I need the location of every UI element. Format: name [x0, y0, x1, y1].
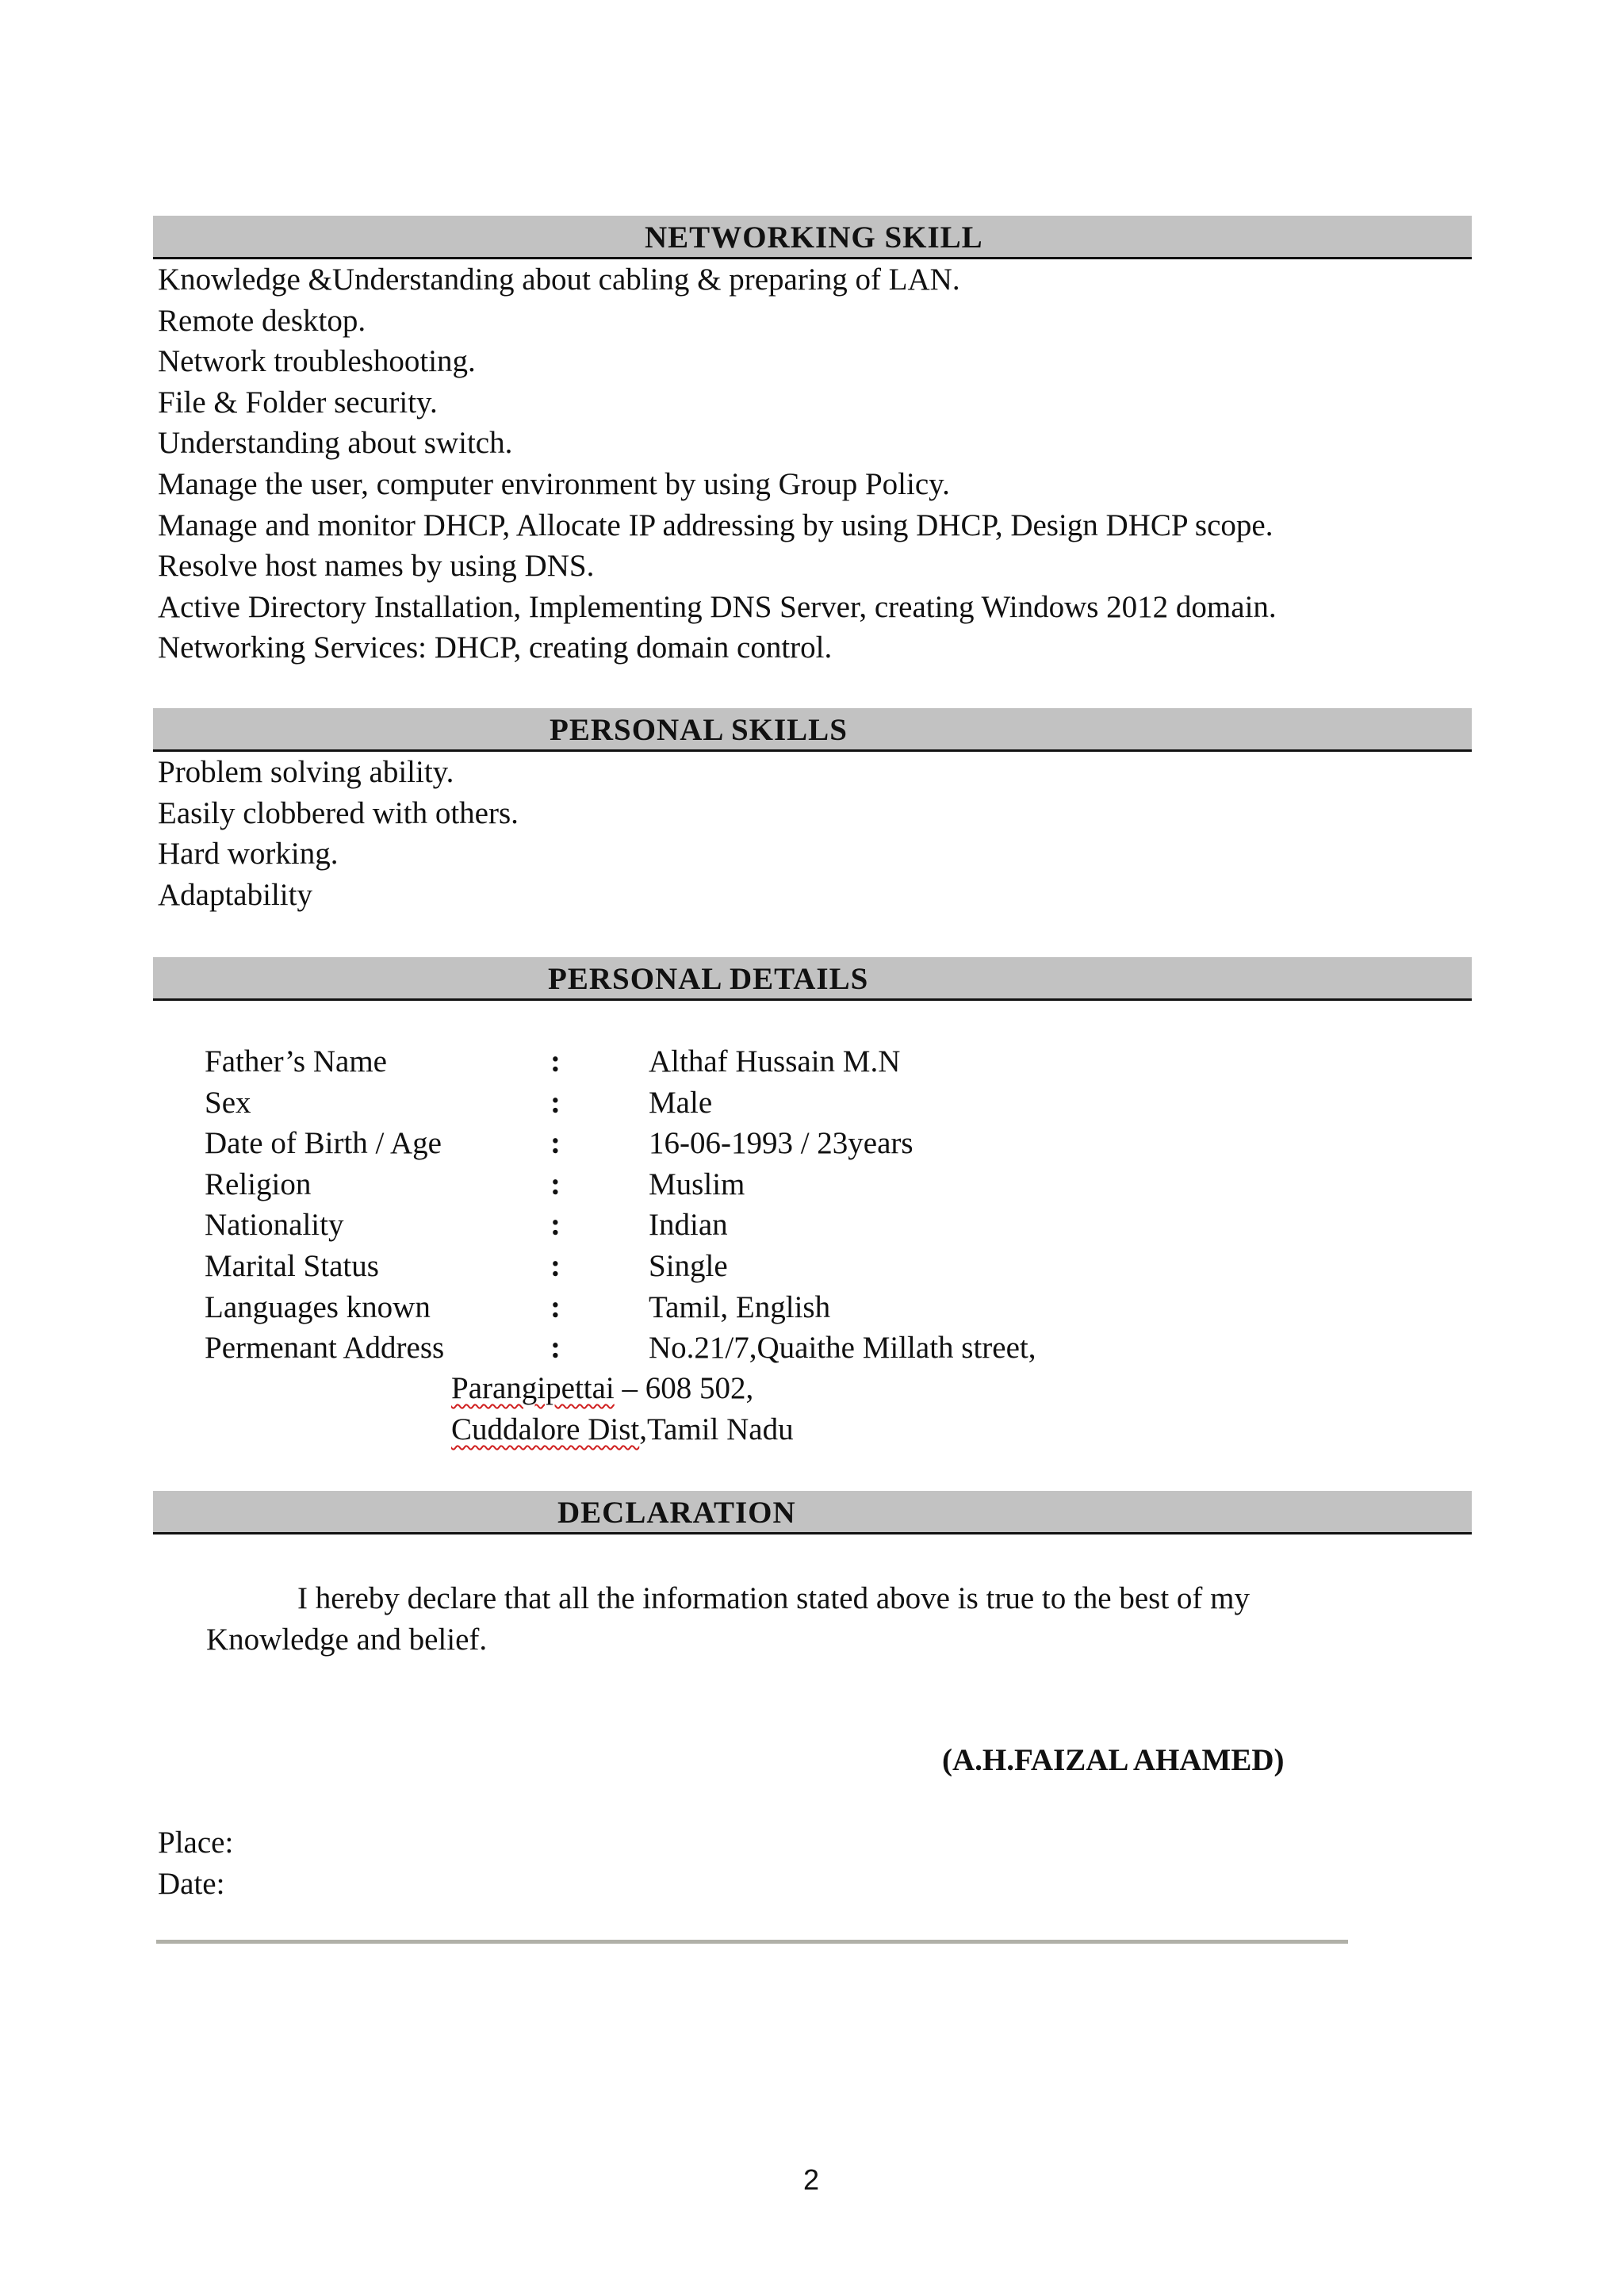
detail-colon: : — [550, 1289, 561, 1324]
list-item: Understanding about switch. — [158, 426, 513, 461]
list-item: Resolve host names by using DNS. — [158, 549, 595, 584]
detail-label: Sex — [205, 1085, 251, 1120]
list-item: Network troubleshooting. — [158, 344, 476, 379]
list-item: File & Folder security. — [158, 385, 438, 420]
list-item: Manage the user, computer environment by using Group Policy. — [158, 466, 950, 501]
detail-colon: : — [550, 1248, 561, 1283]
list-item: Knowledge &Understanding about cabling & preparing of LAN. — [158, 262, 960, 297]
address-state: ,Tamil Nadu — [639, 1412, 794, 1446]
detail-colon: : — [550, 1126, 561, 1161]
list-item: Manage and monitor DHCP, Allocate IP addressing by using DHCP, Design DHCP scope. — [158, 508, 1274, 542]
list-item: Hard working. — [158, 837, 339, 872]
section-title: DECLARATION — [557, 1496, 796, 1530]
detail-colon: : — [550, 1208, 561, 1243]
address-line-2 — [451, 1368, 753, 1409]
list-item: Networking Services: DHCP, creating domain control. — [158, 630, 833, 665]
list-item: Adaptability — [158, 877, 312, 912]
detail-label: Father’s Name — [205, 1044, 387, 1079]
detail-label: Languages known — [205, 1289, 431, 1324]
page-number: 2 — [803, 2163, 820, 2196]
section-title: NETWORKING SKILL — [645, 220, 983, 255]
footer-divider — [156, 1940, 1348, 1944]
detail-value: No.21/7,Quaithe Millath street, — [649, 1331, 1036, 1366]
detail-value: Althaf Hussain M.N — [649, 1044, 901, 1079]
address-town: Parangipettai — [451, 1371, 615, 1405]
declaration-text-line-1: I hereby declare that all the information stated above is true to the best of my — [297, 1581, 1251, 1615]
address-line-3 — [451, 1409, 794, 1450]
detail-label: Marital Status — [205, 1248, 379, 1283]
list-item: Problem solving ability. — [158, 755, 454, 789]
list-item: Active Directory Installation, Implementing DNS Server, creating Windows 2012 domain. — [158, 589, 1277, 624]
detail-value: Single — [649, 1248, 728, 1283]
detail-label: Date of Birth / Age — [205, 1126, 442, 1161]
signature-name: (A.H.FAIZAL AHAMED) — [942, 1743, 1285, 1777]
date-label: Date: — [158, 1867, 225, 1901]
networking-skill-header — [153, 216, 1472, 259]
networking-skill-list — [158, 259, 1277, 669]
detail-label: Religion — [205, 1167, 312, 1201]
list-item: Easily clobbered with others. — [158, 795, 519, 830]
detail-value: Male — [649, 1085, 713, 1120]
address-district: Cuddalore Dist — [451, 1412, 640, 1446]
detail-value: 16-06-1993 / 23years — [649, 1126, 914, 1161]
detail-colon: : — [550, 1331, 561, 1366]
personal-skills-list — [158, 752, 519, 915]
declaration-header — [153, 1491, 1472, 1534]
place-label: Place: — [158, 1826, 234, 1860]
section-title: PERSONAL SKILLS — [550, 713, 848, 747]
detail-value: Tamil, English — [649, 1289, 831, 1324]
detail-label: Nationality — [205, 1208, 344, 1243]
personal-skills-header — [153, 708, 1472, 752]
list-item: Remote desktop. — [158, 303, 366, 338]
detail-value: Muslim — [649, 1167, 745, 1201]
detail-value: Indian — [649, 1208, 728, 1243]
detail-colon: : — [550, 1167, 561, 1201]
section-title: PERSONAL DETAILS — [548, 962, 869, 996]
declaration-text-line-2: Knowledge and belief. — [206, 1623, 488, 1657]
detail-colon: : — [550, 1044, 561, 1079]
personal-details-header — [153, 957, 1472, 1001]
address-pincode: – 608 502, — [614, 1371, 754, 1405]
detail-colon: : — [550, 1085, 561, 1120]
detail-label: Permenant Address — [205, 1331, 445, 1366]
